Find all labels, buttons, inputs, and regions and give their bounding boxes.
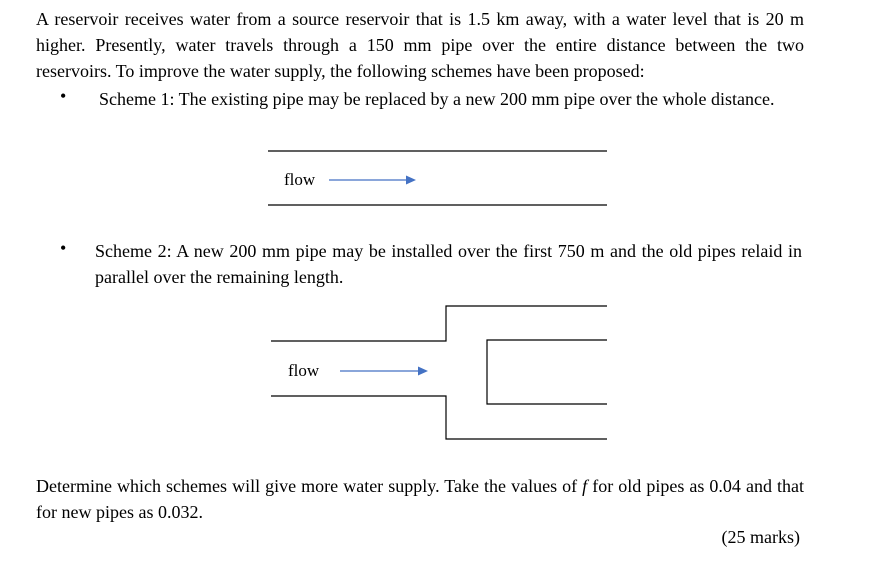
pipe-2-lower-wall — [271, 396, 607, 439]
scheme-1-text: Scheme 1: The existing pipe may be replaced by a new 200 mm pipe over the whole distance. — [99, 89, 775, 109]
flow-label-1: flow — [284, 170, 316, 189]
question-text-end: for old pipes as 0.04 and that for new pipes as 0.032. — [36, 476, 804, 522]
question-paragraph — [36, 473, 804, 525]
parallel-pipe-divider — [487, 340, 607, 404]
flow-arrow-2-head — [418, 367, 428, 376]
friction-factor-symbol: f — [582, 476, 588, 496]
bullet-scheme-2: • — [60, 238, 67, 258]
question-text-start: Determine which schemes will give more water supply. Take the values of — [36, 476, 583, 496]
pipe-2-upper-wall — [271, 306, 607, 341]
flow-label-2: flow — [288, 361, 320, 380]
intro-paragraph: A reservoir receives water from a source reservoir that is 1.5 km away, with a water level that is 20 m higher. Presently, water travels through a 150 mm pipe over the entire distance between the two reservoirs. To improve the water supply, the following schemes have been proposed: — [36, 9, 804, 81]
bullet-scheme-1: • — [60, 86, 67, 106]
marks-label: (25 marks) — [721, 527, 800, 547]
scheme-2-text: Scheme 2: A new 200 mm pipe may be installed over the first 750 m and the old pipes relaid in parallel over the remaining length. — [95, 241, 802, 287]
